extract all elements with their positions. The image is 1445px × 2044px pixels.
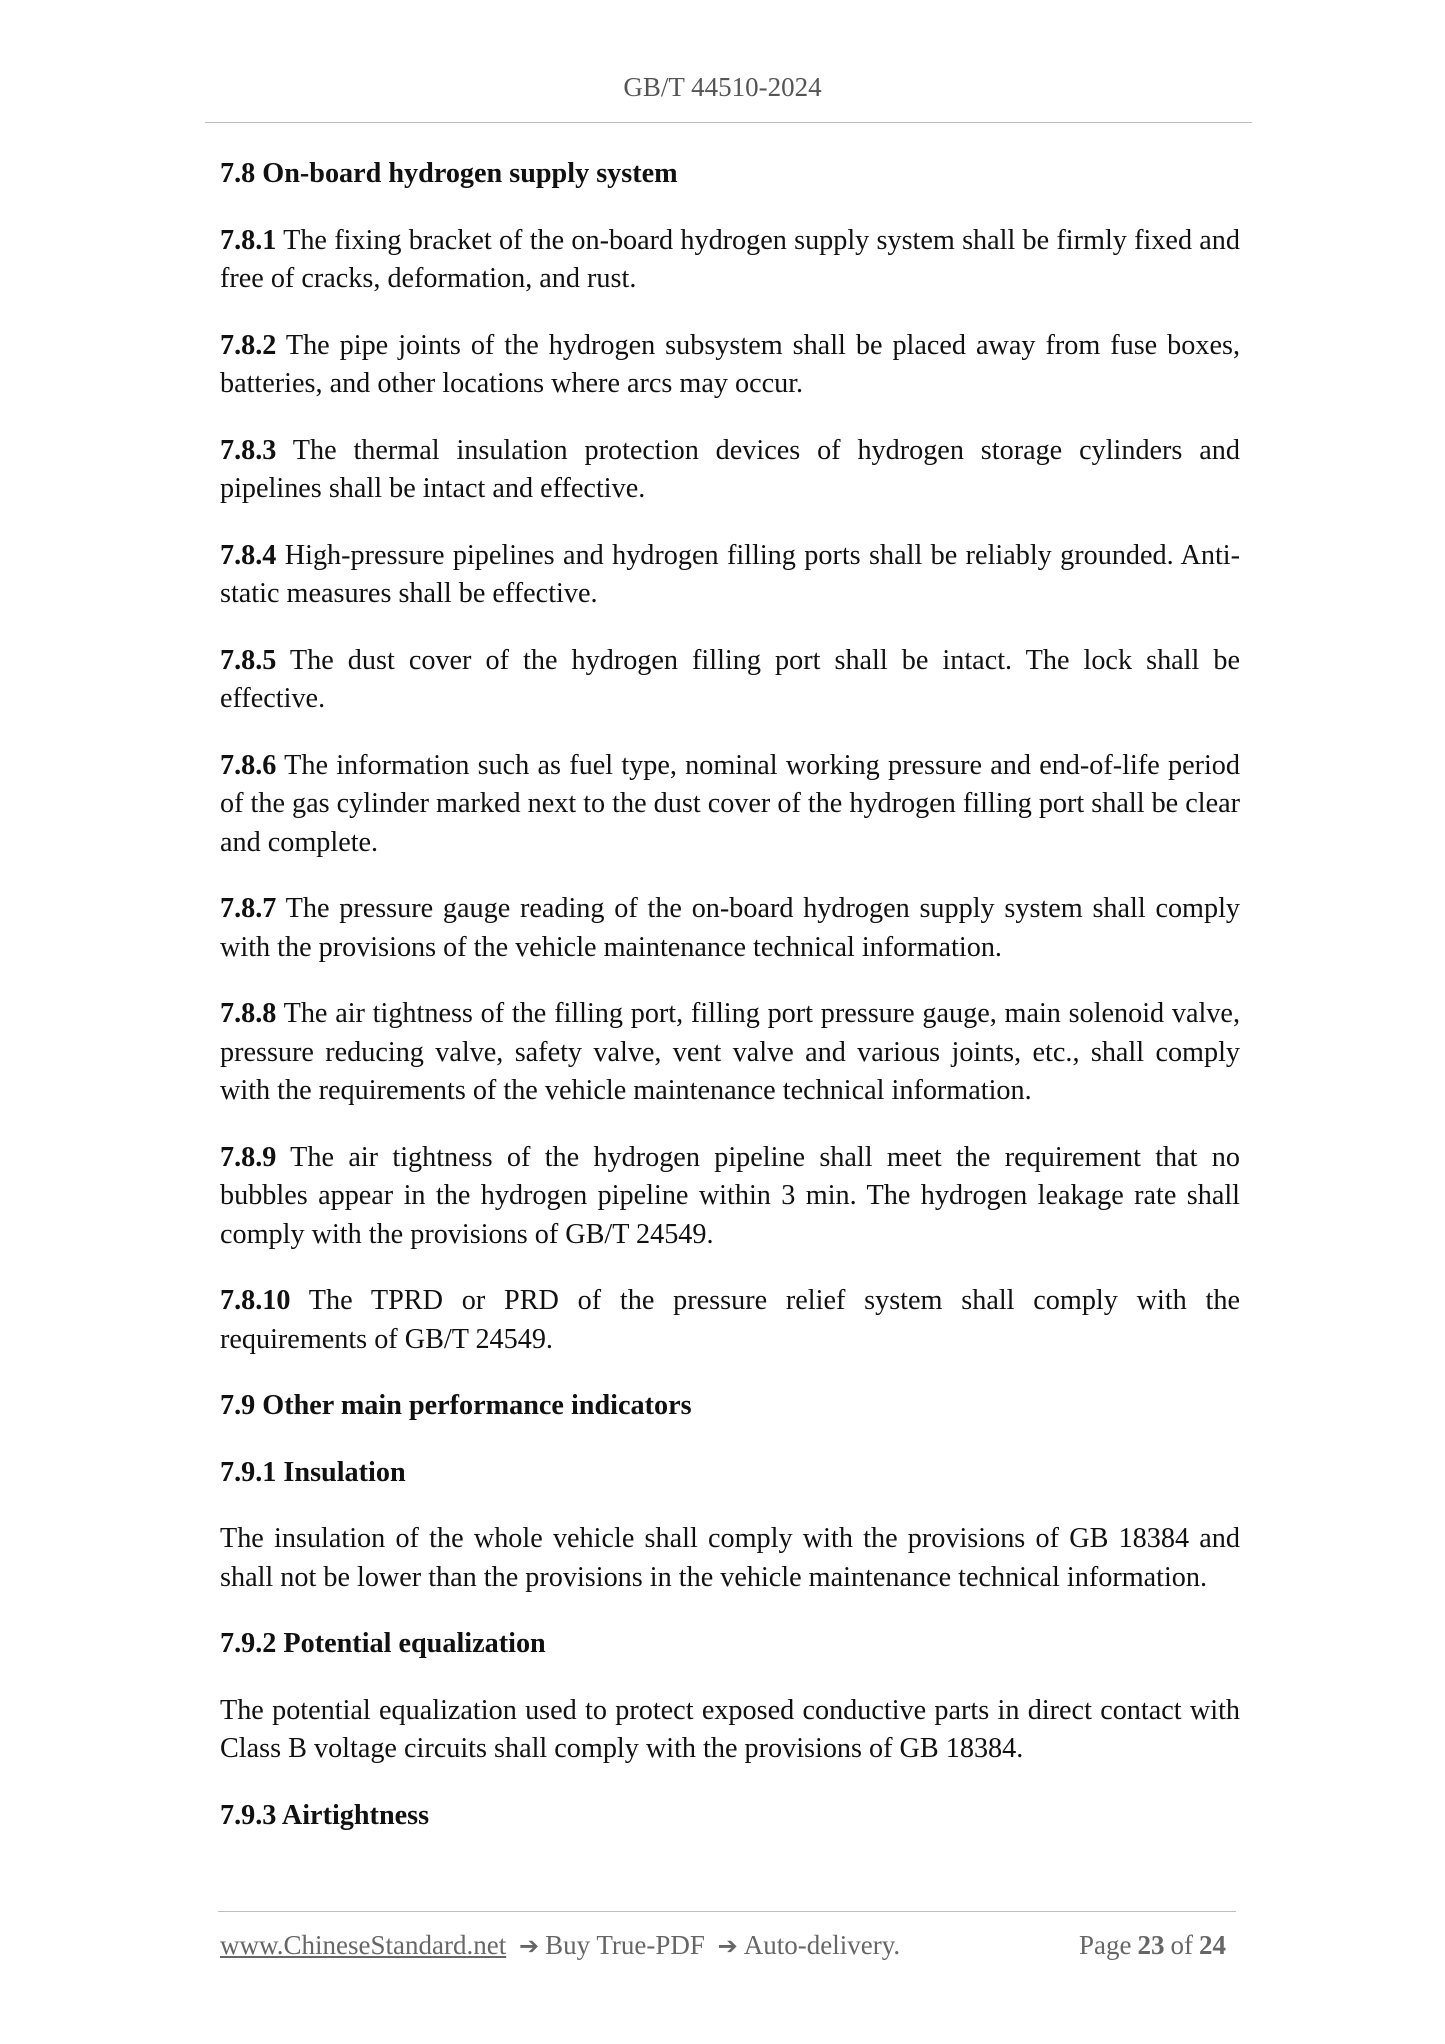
clause-number: 7.8.2 xyxy=(220,329,277,361)
header-divider xyxy=(205,122,1252,123)
page-of-label: of xyxy=(1170,1930,1193,1960)
section-heading-7-8: 7.8 On-board hydrogen supply system xyxy=(220,158,678,189)
clause-7-8-6 xyxy=(220,747,1240,863)
running-header: GB/T 44510-2024 xyxy=(623,72,822,102)
clause-number: 7.8.6 xyxy=(220,749,277,781)
clause-7-8-4 xyxy=(220,537,1240,614)
clause-number: 7.8.5 xyxy=(220,644,277,676)
clause-number: 7.8.4 xyxy=(220,539,277,571)
total-page-number: 24 xyxy=(1199,1930,1226,1960)
clause-text: High-pressure pipelines and hydrogen filling ports shall be reliably grounded. Anti-static measures shall be effective. xyxy=(220,539,1240,609)
page-indicator xyxy=(1079,1930,1232,1961)
clause-7-8-1 xyxy=(220,222,1240,299)
clause-text: The dust cover of the hydrogen filling port shall be intact. The lock shall be effective. xyxy=(220,644,1240,714)
clause-7-8-5 xyxy=(220,642,1240,719)
potential-equalization-text: The potential equalization used to protect exposed conductive parts in direct contact with Class B voltage circuits shall comply with the provisions of GB 18384. xyxy=(220,1694,1240,1764)
buy-true-pdf-text: Buy True-PDF xyxy=(545,1930,705,1960)
clause-text: The air tightness of the hydrogen pipeline shall meet the requirement that no bubbles appear in the hydrogen pipeline within 3 min. The hydrogen leakage rate shall comply with the provisions of GB/T 24549. xyxy=(220,1141,1240,1250)
current-page-number: 23 xyxy=(1137,1930,1165,1960)
clause-text: The information such as fuel type, nominal working pressure and end-of-life period of the gas cylinder marked next to the dust cover of the hydrogen filling port shall be clear and complete. xyxy=(220,749,1240,858)
clause-text: The thermal insulation protection devices of hydrogen storage cylinders and pipelines shall be intact and effective. xyxy=(220,434,1240,504)
arrow-right-icon: ➔ xyxy=(518,1932,540,1960)
clause-text: The fixing bracket of the on-board hydrogen supply system shall be firmly fixed and free of cracks, deformation, and rust. xyxy=(220,224,1240,294)
clause-7-8-7 xyxy=(220,890,1240,967)
clause-number: 7.8.10 xyxy=(220,1285,291,1316)
clause-text: The TPRD or PRD of the pressure relief system shall comply with the requirements of GB/T 24549. xyxy=(220,1285,1240,1355)
clause-number: 7.8.9 xyxy=(220,1141,277,1173)
footer-left xyxy=(220,1930,900,1961)
page-label: Page xyxy=(1079,1930,1132,1960)
arrow-right-icon: ➔ xyxy=(717,1932,738,1960)
clause-text: The pipe joints of the hydrogen subsystem shall be placed away from fuse boxes, batteries, and other locations where arcs may occur. xyxy=(220,329,1240,399)
footer-divider xyxy=(218,1911,1236,1912)
clause-number: 7.8.3 xyxy=(220,434,277,466)
page-content xyxy=(220,155,1240,1863)
auto-delivery-text: Auto-delivery. xyxy=(743,1930,901,1960)
section-heading-7-9: 7.9 Other main performance indicators xyxy=(220,1390,692,1421)
insulation-text: The insulation of the whole vehicle shall comply with the provisions of GB 18384 and shall not be lower than the provisions in the vehicle maintenance technical information. xyxy=(220,1523,1240,1593)
subsection-heading-7-9-1: 7.9.1 Insulation xyxy=(220,1456,406,1488)
clause-7-8-8 xyxy=(220,995,1240,1111)
website-link[interactable]: www.ChineseStandard.net xyxy=(220,1930,507,1960)
clause-text: The air tightness of the filling port, filling port pressure gauge, main solenoid valve, pressure reducing valve, safety valve, vent valve and various joints, etc., shall comply with the requirements of the vehicle maintenance technical information. xyxy=(220,998,1240,1106)
clause-7-8-9 xyxy=(220,1139,1240,1255)
clause-7-8-10 xyxy=(220,1282,1240,1359)
clause-7-8-3 xyxy=(220,432,1240,509)
clause-number: 7.8.7 xyxy=(220,893,277,924)
clause-number: 7.8.8 xyxy=(220,998,277,1029)
page-footer xyxy=(220,1930,1232,1961)
clause-7-8-2 xyxy=(220,327,1240,404)
subsection-heading-7-9-2: 7.9.2 Potential equalization xyxy=(220,1628,546,1659)
subsection-heading-7-9-3: 7.9.3 Airtightness xyxy=(220,1799,430,1831)
clause-number: 7.8.1 xyxy=(220,224,277,256)
clause-text: The pressure gauge reading of the on-board hydrogen supply system shall comply with the provisions of the vehicle maintenance technical information. xyxy=(220,893,1240,963)
